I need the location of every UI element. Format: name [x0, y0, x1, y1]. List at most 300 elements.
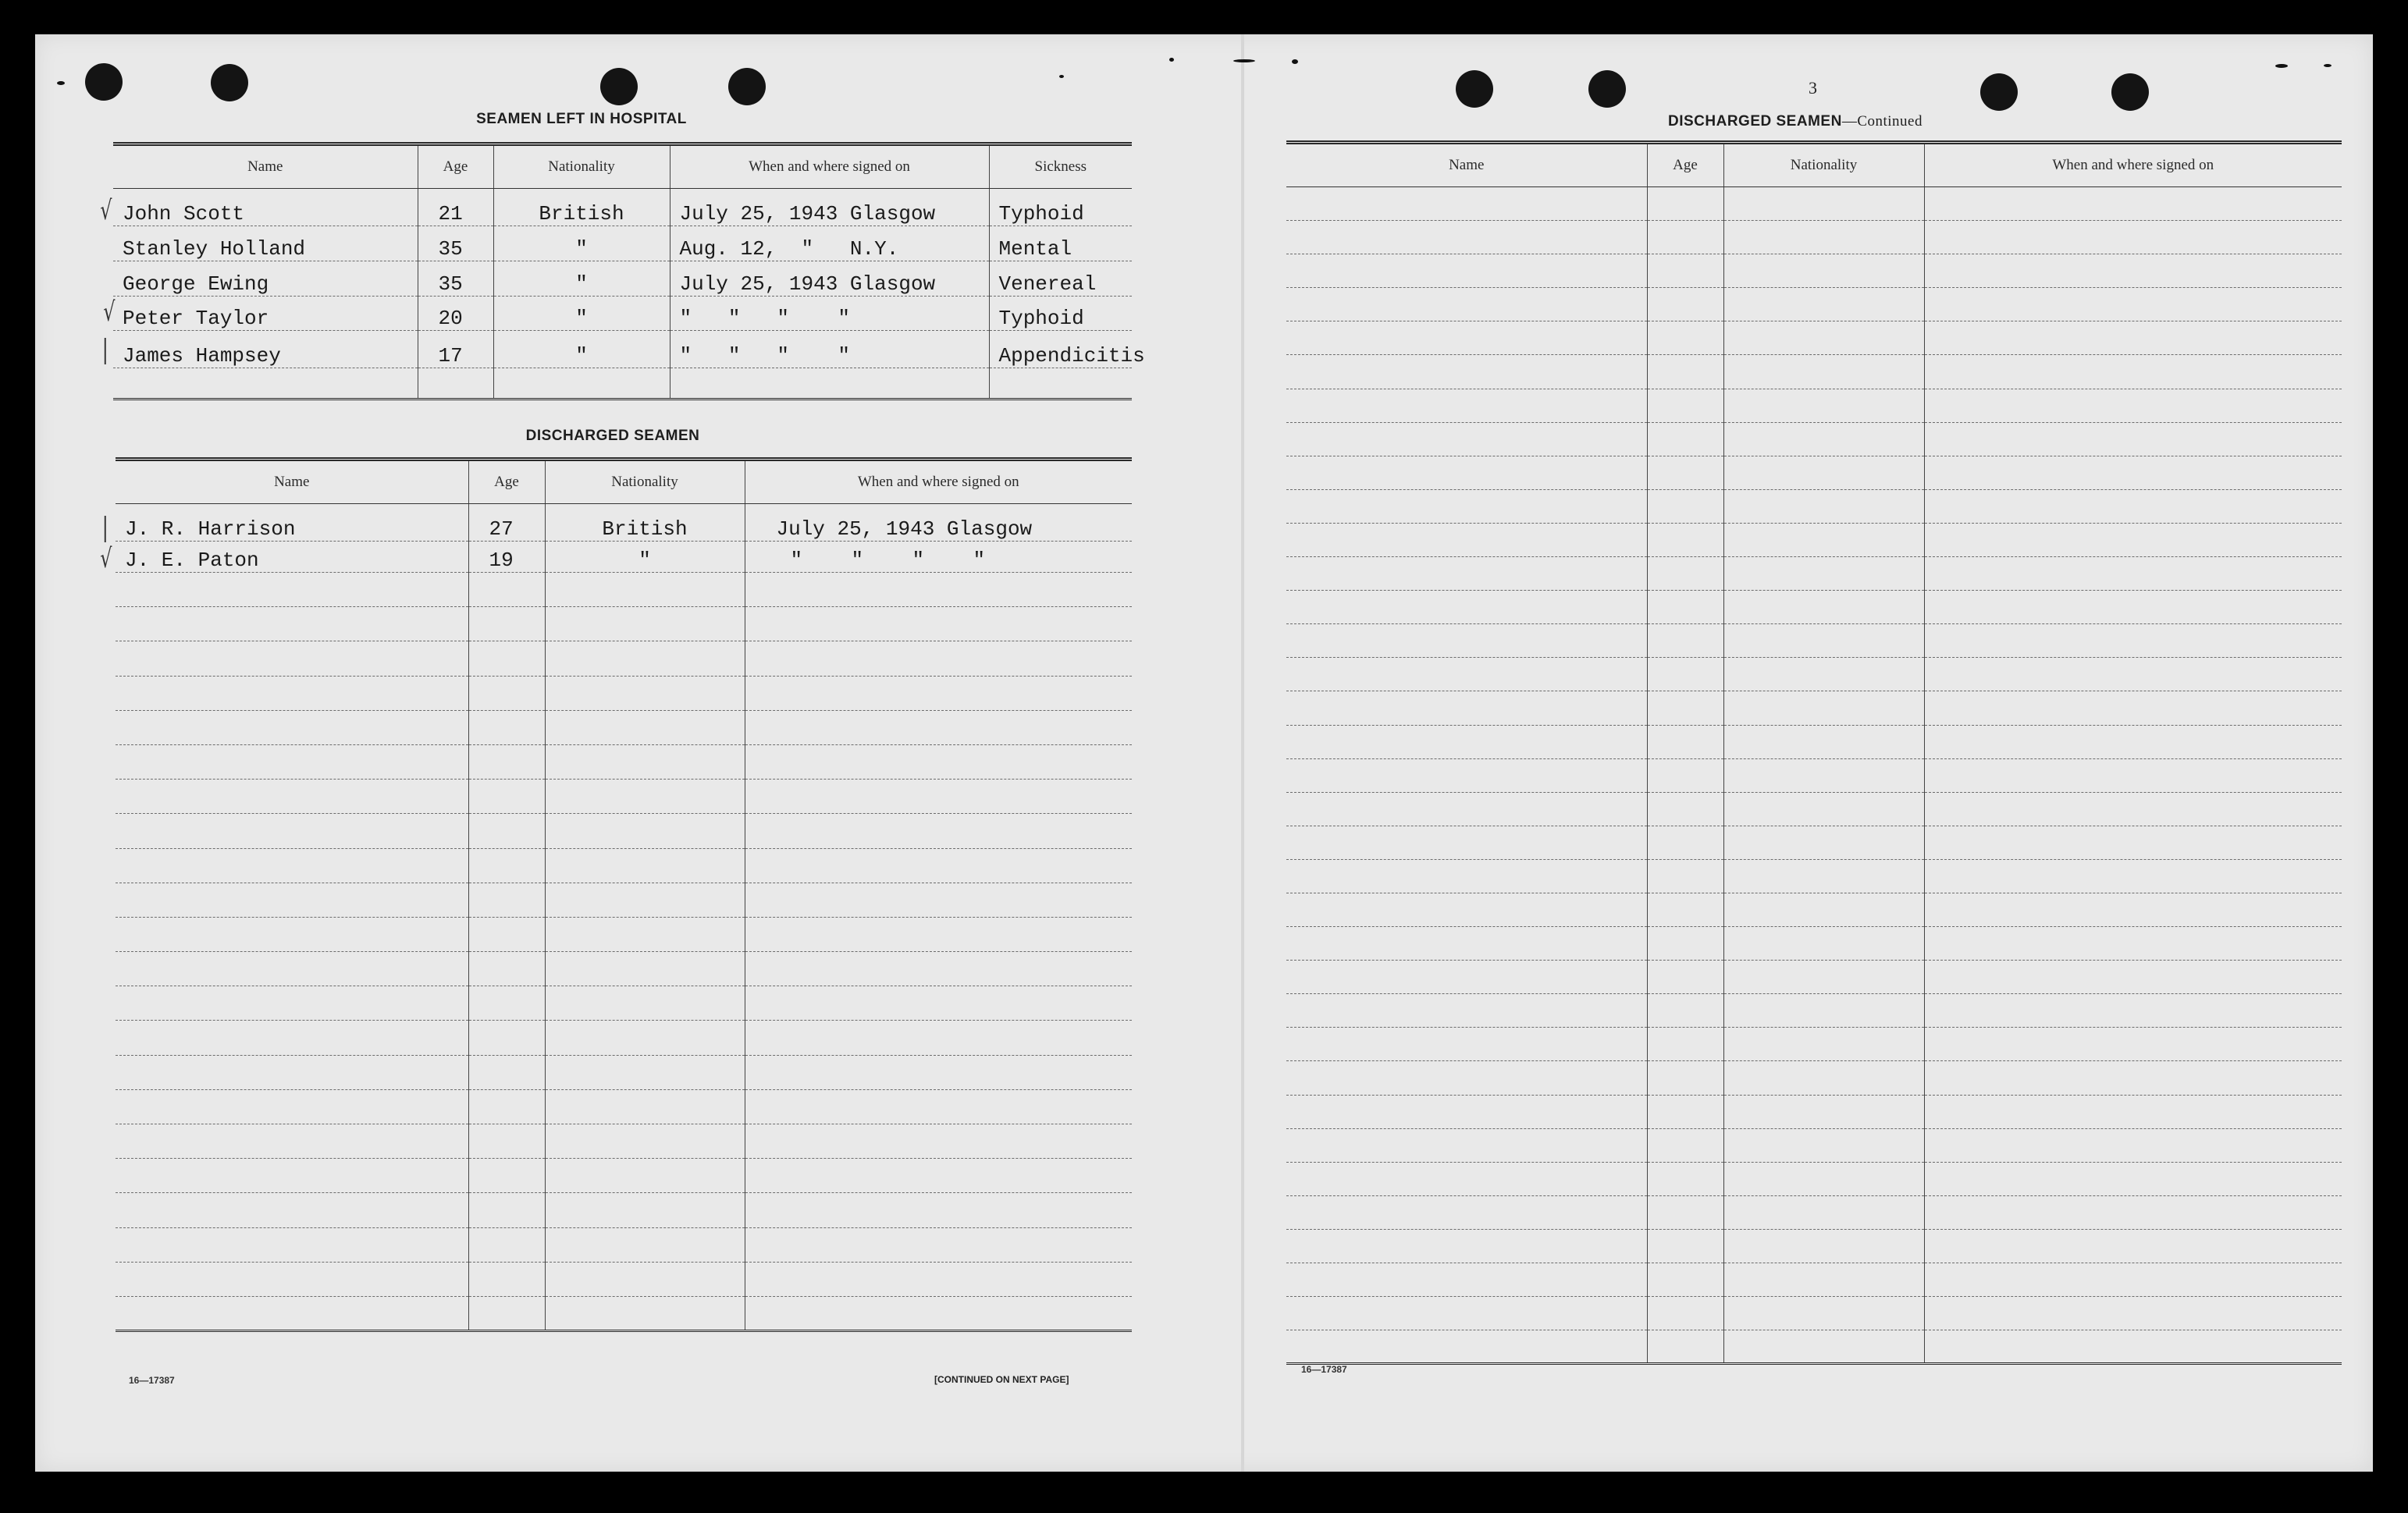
empty-cell — [1647, 321, 1723, 355]
empty-cell — [1286, 792, 1647, 826]
table-row — [1286, 187, 2342, 221]
table-row — [1286, 321, 2342, 355]
binder-hole — [1588, 70, 1626, 108]
column-header-name: Name — [116, 460, 468, 504]
seaman-nationality: British — [545, 504, 745, 542]
empty-cell — [1647, 624, 1723, 658]
ink-speck — [1292, 59, 1298, 64]
empty-cell — [1723, 591, 1924, 624]
empty-cell — [1286, 758, 1647, 792]
empty-cell — [545, 1227, 745, 1262]
seaman-sickness — [989, 368, 1132, 400]
empty-cell — [1286, 961, 1647, 994]
empty-cell — [545, 780, 745, 814]
empty-cell — [1924, 288, 2342, 321]
empty-cell — [1723, 1263, 1924, 1297]
empty-cell — [1647, 187, 1723, 221]
table-row — [1286, 422, 2342, 456]
empty-cell — [1647, 1162, 1723, 1195]
table-row — [113, 331, 1132, 368]
empty-cell — [745, 1021, 1132, 1055]
column-header-sickness: Sickness — [989, 144, 1132, 189]
empty-cell — [1723, 321, 1924, 355]
empty-cell — [1924, 523, 2342, 556]
binder-hole — [211, 64, 248, 101]
table-row — [1286, 1128, 2342, 1162]
empty-cell — [1286, 288, 1647, 321]
empty-cell — [116, 780, 468, 814]
seaman-name — [113, 368, 418, 400]
empty-cell — [1647, 927, 1723, 961]
empty-cell — [1286, 523, 1647, 556]
table-row — [1286, 1061, 2342, 1095]
empty-cell — [116, 1055, 468, 1089]
empty-cell — [1723, 758, 1924, 792]
empty-cell — [468, 744, 545, 779]
empty-cell — [1723, 1195, 1924, 1229]
empty-cell — [1924, 591, 2342, 624]
empty-cell — [1723, 859, 1924, 893]
empty-cell — [468, 607, 545, 641]
empty-cell — [468, 1159, 545, 1193]
binder-hole — [85, 63, 123, 101]
empty-cell — [745, 780, 1132, 814]
seaman-signed-on: " " " " — [670, 331, 989, 368]
empty-cell — [1924, 758, 2342, 792]
empty-cell — [468, 1262, 545, 1296]
empty-cell — [468, 1021, 545, 1055]
table-row — [1286, 1330, 2342, 1364]
table-row — [116, 952, 1132, 986]
check-mark: | — [101, 512, 108, 543]
seaman-sickness: Appendicitis — [989, 331, 1132, 368]
empty-cell — [545, 848, 745, 883]
empty-cell — [116, 573, 468, 607]
table-row — [113, 226, 1132, 261]
empty-cell — [116, 1124, 468, 1159]
binder-hole — [728, 68, 766, 105]
seaman-age: 35 — [418, 261, 493, 297]
table-row — [1286, 691, 2342, 725]
discharged-continued-title — [1631, 113, 1959, 130]
table-row — [1286, 523, 2342, 556]
page-number: 3 — [1809, 78, 1817, 98]
ink-speck — [2324, 64, 2332, 67]
empty-cell — [745, 1089, 1132, 1124]
empty-cell — [1286, 624, 1647, 658]
empty-cell — [1647, 994, 1723, 1028]
empty-cell — [1286, 927, 1647, 961]
empty-cell — [1924, 624, 2342, 658]
empty-cell — [1924, 187, 2342, 221]
empty-cell — [116, 676, 468, 710]
table-row — [116, 1296, 1132, 1330]
empty-cell — [745, 883, 1132, 917]
empty-cell — [468, 573, 545, 607]
empty-cell — [545, 573, 745, 607]
empty-cell — [468, 986, 545, 1021]
empty-cell — [745, 1055, 1132, 1089]
table-row — [1286, 254, 2342, 288]
table-row — [1286, 288, 2342, 321]
column-header-age: Age — [468, 460, 545, 504]
empty-cell — [1286, 389, 1647, 422]
empty-cell — [1647, 489, 1723, 523]
empty-cell — [1286, 893, 1647, 926]
empty-cell — [1924, 456, 2342, 489]
empty-cell — [1723, 422, 1924, 456]
empty-cell — [1924, 1195, 2342, 1229]
hospital-section-title: SEAMEN LEFT IN HOSPITAL — [476, 111, 687, 127]
empty-cell — [468, 676, 545, 710]
seaman-name: J. R. Harrison — [116, 504, 468, 542]
empty-cell — [1647, 691, 1723, 725]
column-header-nationality: Nationality — [493, 144, 670, 189]
empty-cell — [116, 641, 468, 676]
empty-cell — [116, 710, 468, 744]
table-row — [116, 780, 1132, 814]
table-row — [116, 744, 1132, 779]
empty-cell — [545, 1296, 745, 1330]
table-row — [116, 504, 1132, 542]
table-row — [1286, 355, 2342, 389]
empty-cell — [1723, 355, 1924, 389]
empty-cell — [1647, 557, 1723, 591]
empty-cell — [1286, 826, 1647, 859]
seaman-nationality: British — [493, 189, 670, 226]
empty-cell — [1924, 1162, 2342, 1195]
empty-cell — [745, 1227, 1132, 1262]
empty-cell — [1647, 859, 1723, 893]
empty-cell — [1723, 691, 1924, 725]
empty-cell — [1924, 994, 2342, 1028]
ink-speck — [1169, 58, 1174, 62]
empty-cell — [1924, 557, 2342, 591]
table-row — [1286, 557, 2342, 591]
seaman-name: James Hampsey — [113, 331, 418, 368]
table-row — [116, 814, 1132, 848]
empty-cell — [545, 1124, 745, 1159]
page-fold — [1241, 34, 1244, 1472]
empty-cell — [1723, 1162, 1924, 1195]
empty-cell — [1647, 1028, 1723, 1061]
empty-cell — [545, 641, 745, 676]
empty-cell — [468, 1089, 545, 1124]
empty-cell — [116, 952, 468, 986]
empty-cell — [468, 1124, 545, 1159]
empty-cell — [116, 1262, 468, 1296]
seaman-name: Stanley Holland — [113, 226, 418, 261]
empty-cell — [116, 1159, 468, 1193]
empty-cell — [1647, 725, 1723, 758]
seaman-name: Peter Taylor — [113, 297, 418, 331]
empty-cell — [1924, 893, 2342, 926]
empty-cell — [1286, 1229, 1647, 1263]
table-row — [116, 573, 1132, 607]
table-row — [1286, 1297, 2342, 1330]
empty-cell — [1286, 1263, 1647, 1297]
empty-cell — [745, 1159, 1132, 1193]
empty-cell — [545, 1193, 745, 1227]
empty-cell — [468, 883, 545, 917]
empty-cell — [745, 710, 1132, 744]
empty-cell — [1647, 1128, 1723, 1162]
table-row — [1286, 826, 2342, 859]
table-row — [1286, 1095, 2342, 1128]
table-row — [116, 607, 1132, 641]
binder-hole — [1456, 70, 1493, 108]
column-header-age: Age — [418, 144, 493, 189]
empty-cell — [116, 1227, 468, 1262]
table-row — [1286, 1162, 2342, 1195]
empty-cell — [1286, 221, 1647, 254]
check-mark: √ — [100, 543, 112, 574]
empty-cell — [545, 917, 745, 951]
empty-cell — [1723, 826, 1924, 859]
empty-cell — [1286, 859, 1647, 893]
seaman-nationality: " — [493, 226, 670, 261]
empty-cell — [1647, 1061, 1723, 1095]
discharged-continued-table — [1286, 140, 2342, 1365]
empty-cell — [1286, 456, 1647, 489]
table-row — [116, 1124, 1132, 1159]
binder-hole — [2111, 73, 2149, 111]
table-row — [1286, 893, 2342, 926]
empty-cell — [545, 1055, 745, 1089]
empty-cell — [745, 1296, 1132, 1330]
table-row — [1286, 624, 2342, 658]
empty-cell — [1647, 792, 1723, 826]
seaman-signed-on — [670, 368, 989, 400]
empty-cell — [745, 676, 1132, 710]
table-row — [116, 1021, 1132, 1055]
empty-cell — [1924, 489, 2342, 523]
seaman-age: 19 — [468, 542, 545, 573]
table-row — [116, 883, 1132, 917]
empty-cell — [745, 848, 1132, 883]
empty-cell — [1723, 489, 1924, 523]
empty-cell — [1723, 557, 1924, 591]
empty-cell — [1924, 792, 2342, 826]
discharged-table — [116, 457, 1132, 1332]
ink-speck — [2275, 64, 2288, 68]
ink-speck — [1233, 59, 1255, 62]
empty-cell — [1647, 355, 1723, 389]
empty-cell — [1647, 1297, 1723, 1330]
empty-cell — [1723, 288, 1924, 321]
empty-cell — [1723, 1028, 1924, 1061]
table-row — [1286, 1263, 2342, 1297]
column-header-signed-on: When and where signed on — [1924, 143, 2342, 187]
table-row — [1286, 725, 2342, 758]
empty-cell — [468, 1227, 545, 1262]
empty-cell — [468, 1193, 545, 1227]
empty-cell — [745, 641, 1132, 676]
empty-cell — [468, 814, 545, 848]
empty-cell — [545, 952, 745, 986]
seaman-sickness: Typhoid — [989, 189, 1132, 226]
check-mark: √ — [100, 195, 112, 226]
empty-cell — [745, 1124, 1132, 1159]
table-row — [1286, 489, 2342, 523]
table-row — [1286, 994, 2342, 1028]
empty-cell — [1924, 254, 2342, 288]
empty-cell — [1286, 1095, 1647, 1128]
seaman-nationality: " — [493, 297, 670, 331]
empty-cell — [1723, 725, 1924, 758]
check-mark: | — [101, 334, 108, 365]
empty-cell — [1647, 1195, 1723, 1229]
seaman-nationality — [493, 368, 670, 400]
empty-cell — [1647, 658, 1723, 691]
empty-cell — [1286, 1195, 1647, 1229]
empty-cell — [545, 744, 745, 779]
seaman-nationality: " — [545, 542, 745, 573]
binder-hole — [1980, 73, 2018, 111]
empty-cell — [1647, 591, 1723, 624]
seaman-sickness: Typhoid — [989, 297, 1132, 331]
empty-cell — [745, 744, 1132, 779]
empty-cell — [1647, 893, 1723, 926]
title-text: DISCHARGED SEAMEN — [1668, 113, 1842, 130]
empty-cell — [1286, 489, 1647, 523]
empty-cell — [1723, 792, 1924, 826]
empty-cell — [745, 607, 1132, 641]
empty-cell — [116, 1193, 468, 1227]
column-header-nationality: Nationality — [1723, 143, 1924, 187]
empty-cell — [1286, 187, 1647, 221]
table-row — [1286, 456, 2342, 489]
empty-cell — [1286, 591, 1647, 624]
table-row — [1286, 389, 2342, 422]
empty-cell — [1723, 1061, 1924, 1095]
continued-note: [CONTINUED ON NEXT PAGE] — [934, 1374, 1069, 1385]
empty-cell — [745, 986, 1132, 1021]
ledger-sheet — [35, 34, 2373, 1472]
table-row — [116, 1193, 1132, 1227]
empty-cell — [1647, 826, 1723, 859]
empty-cell — [1286, 1330, 1647, 1364]
table-row — [116, 641, 1132, 676]
empty-cell — [1647, 1095, 1723, 1128]
empty-cell — [1286, 422, 1647, 456]
empty-cell — [1723, 658, 1924, 691]
seaman-sickness: Mental — [989, 226, 1132, 261]
column-header-nationality: Nationality — [545, 460, 745, 504]
empty-cell — [545, 607, 745, 641]
seaman-signed-on: Aug. 12, " N.Y. — [670, 226, 989, 261]
empty-cell — [1924, 826, 2342, 859]
empty-cell — [1723, 927, 1924, 961]
seaman-age: 17 — [418, 331, 493, 368]
empty-cell — [1723, 893, 1924, 926]
empty-cell — [1723, 961, 1924, 994]
empty-cell — [468, 917, 545, 951]
empty-cell — [1723, 1095, 1924, 1128]
seaman-signed-on: July 25, 1943 Glasgow — [745, 504, 1132, 542]
empty-cell — [1723, 254, 1924, 288]
empty-cell — [1723, 1128, 1924, 1162]
empty-cell — [1286, 1297, 1647, 1330]
table-row — [1286, 758, 2342, 792]
seaman-age: 20 — [418, 297, 493, 331]
table-row — [1286, 859, 2342, 893]
ink-speck — [57, 81, 65, 85]
empty-cell — [1286, 691, 1647, 725]
empty-cell — [1286, 355, 1647, 389]
empty-cell — [1723, 187, 1924, 221]
hospital-table — [113, 142, 1145, 400]
empty-cell — [745, 814, 1132, 848]
form-number: 16—17387 — [1301, 1364, 1347, 1375]
table-row — [116, 986, 1132, 1021]
table-row — [116, 917, 1132, 951]
table-row — [116, 542, 1132, 573]
empty-cell — [116, 917, 468, 951]
seaman-nationality: " — [493, 261, 670, 297]
seaman-age: 27 — [468, 504, 545, 542]
empty-cell — [1924, 859, 2342, 893]
empty-cell — [468, 710, 545, 744]
empty-cell — [1924, 1128, 2342, 1162]
empty-cell — [1924, 321, 2342, 355]
empty-cell — [1723, 1229, 1924, 1263]
seaman-sickness: Venereal — [989, 261, 1132, 297]
empty-cell — [1924, 422, 2342, 456]
empty-cell — [1924, 691, 2342, 725]
table-row — [113, 261, 1132, 297]
table-row — [116, 1055, 1132, 1089]
empty-cell — [745, 952, 1132, 986]
table-row — [116, 1227, 1132, 1262]
empty-cell — [468, 641, 545, 676]
binder-hole — [600, 68, 638, 105]
seaman-name: George Ewing — [113, 261, 418, 297]
table-row — [1286, 1028, 2342, 1061]
seaman-signed-on: " " " " — [745, 542, 1132, 573]
seaman-age: 21 — [418, 189, 493, 226]
table-row — [1286, 1195, 2342, 1229]
empty-cell — [1924, 1297, 2342, 1330]
empty-cell — [116, 744, 468, 779]
ink-speck — [1059, 75, 1064, 78]
empty-cell — [116, 1089, 468, 1124]
empty-cell — [745, 573, 1132, 607]
empty-cell — [1647, 422, 1723, 456]
empty-cell — [545, 676, 745, 710]
empty-cell — [116, 1296, 468, 1330]
empty-cell — [1924, 927, 2342, 961]
column-header-age: Age — [1647, 143, 1723, 187]
seaman-name: John Scott — [113, 189, 418, 226]
empty-cell — [1723, 456, 1924, 489]
table-row — [116, 710, 1132, 744]
empty-cell — [1286, 1162, 1647, 1195]
table-row — [1286, 961, 2342, 994]
empty-cell — [1647, 254, 1723, 288]
empty-cell — [1924, 1330, 2342, 1364]
empty-cell — [468, 1296, 545, 1330]
empty-cell — [545, 986, 745, 1021]
empty-cell — [1723, 1330, 1924, 1364]
empty-cell — [1286, 1028, 1647, 1061]
empty-cell — [545, 1089, 745, 1124]
table-row — [1286, 591, 2342, 624]
empty-cell — [1286, 658, 1647, 691]
empty-cell — [1647, 288, 1723, 321]
table-row — [1286, 658, 2342, 691]
empty-cell — [1286, 725, 1647, 758]
